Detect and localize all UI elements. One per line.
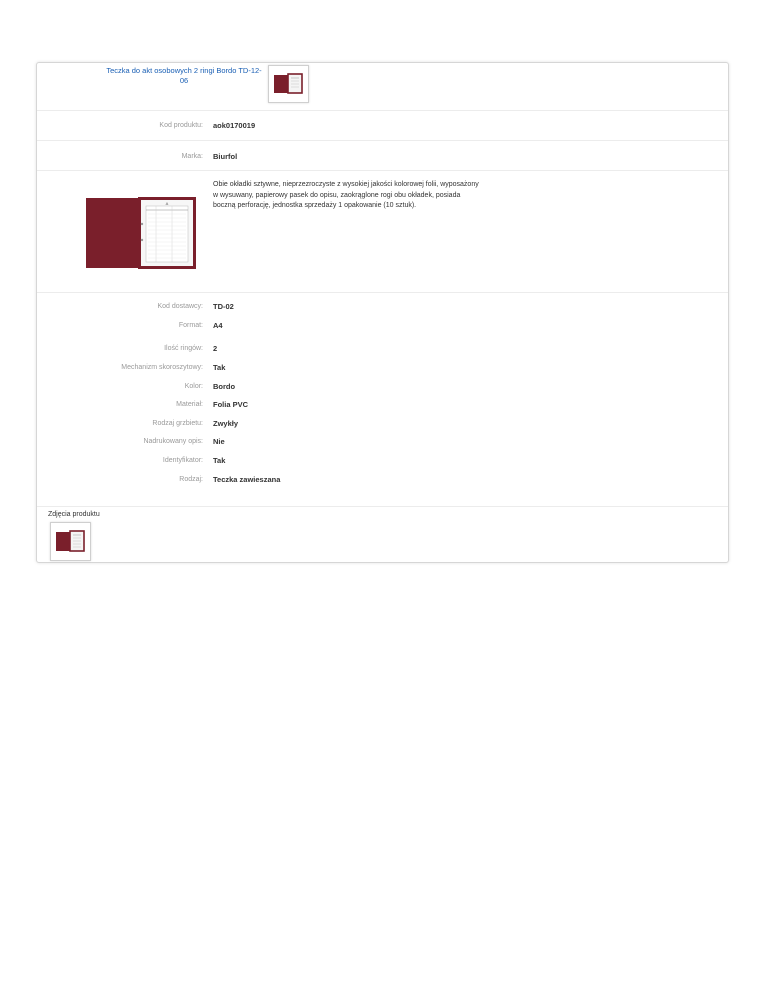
attr-value-product-code: aok0170019 [213, 121, 256, 130]
product-title-link[interactable]: Teczka do akt osobowych 2 ringi Bordo TD-12-06 [106, 66, 262, 85]
attr-value-spine-type: Zwykły [213, 419, 239, 428]
attr-label-product-code: Kod produktu: [159, 122, 203, 129]
attr-label-color: Kolor: [184, 383, 203, 390]
product-thumbnail[interactable] [268, 65, 309, 103]
product-image [84, 196, 198, 270]
attr-label-binder-mechanism: Mechanizm skoroszytowy: [121, 364, 203, 371]
divider [37, 506, 728, 507]
attr-label-spine-type: Rodzaj grzbietu: [152, 420, 203, 427]
attr-value-type: Teczka zawieszana [213, 475, 281, 484]
svg-text:A: A [165, 201, 169, 206]
attr-label-type: Rodzaj: [179, 476, 203, 483]
attr-label-format: Format: [178, 322, 203, 329]
attr-value-supplier-code: TD-02 [213, 302, 234, 311]
attr-label-printed-description: Nadrukowany opis: [143, 438, 203, 445]
attr-value-material: Folia PVC [213, 400, 249, 409]
attr-label-identifier: Identyfikator: [162, 457, 203, 464]
product-photo-thumbnail[interactable] [50, 522, 91, 561]
product-card [36, 62, 729, 563]
divider [37, 140, 728, 141]
attr-value-identifier: Tak [213, 456, 226, 465]
attr-value-color: Bordo [213, 382, 236, 391]
attr-value-brand: Biurfol [213, 152, 238, 161]
attr-label-brand: Marka: [181, 153, 203, 160]
attr-label-ring-count: Ilość ringów: [164, 345, 203, 352]
attr-label-supplier-code: Kod dostawcy: [157, 303, 203, 310]
folder-thumbnail-icon [269, 66, 308, 102]
attr-value-ring-count: 2 [213, 344, 218, 353]
product-photos-title: Zdjęcia produktu [48, 511, 100, 518]
divider [37, 292, 728, 293]
attr-label-material: Materiał: [176, 401, 203, 408]
attr-value-printed-description: Nie [213, 437, 225, 446]
folder-thumbnail-icon [51, 523, 90, 560]
attr-value-format: A4 [213, 321, 223, 330]
divider [37, 110, 728, 111]
product-description: Obie okładki sztywne, nieprzezroczyste z wysokiej jakości kolorowej folii, wyposażony w wysuwany, papierowy pasek do opisu, zaokrąglone rogi obu okładek, posiada boczną perforację, jednostka sprzedaży 1 opakowanie (10 sztuk). [213, 181, 479, 209]
attr-value-binder-mechanism: Tak [213, 363, 226, 372]
divider [37, 170, 728, 171]
